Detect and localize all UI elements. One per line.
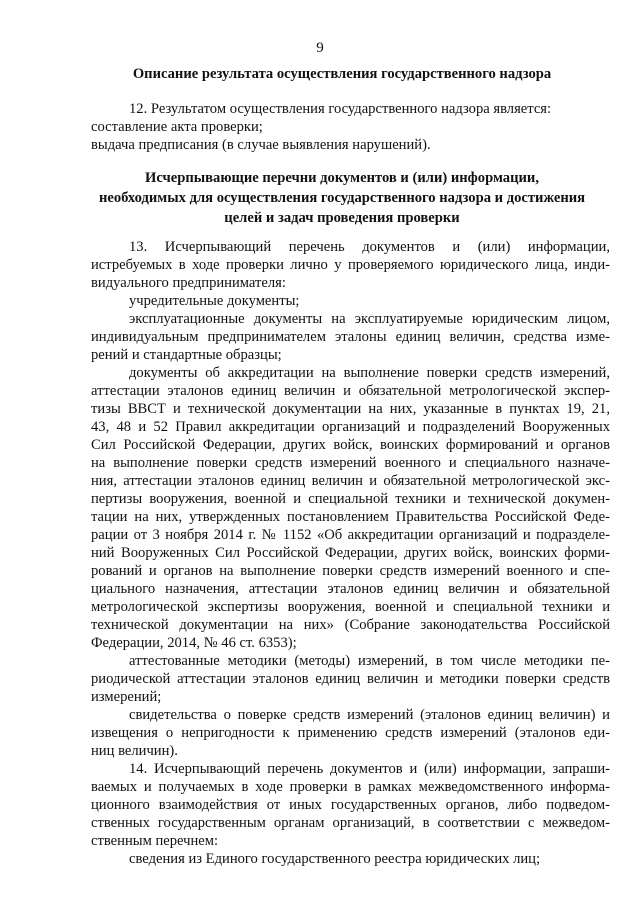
body-line: измерений; bbox=[91, 689, 162, 705]
paragraph-12-line: выдача предписания (в случае выявления нарушений). bbox=[91, 137, 431, 153]
body-line: документы об аккредитации на выполнение поверки средств измерений, bbox=[129, 365, 610, 381]
body-line: ний Вооруженных Сил Российской Федерации, других войск, воинских форми- bbox=[91, 545, 610, 561]
body-line: Федерации, 2014, № 46 ст. 6353); bbox=[91, 635, 297, 651]
body-line: аттестованные методики (методы) измерений, в том числе методики пе- bbox=[129, 653, 610, 669]
body-line: ваемых и получаемых в ходе проверки в рамках межведомственного информа- bbox=[91, 779, 610, 795]
heading-line: Исчерпывающие перечни документов и (или) информации, bbox=[145, 170, 539, 186]
body-line: эксплуатационные документы на эксплуатируемые юридическим лицом, bbox=[129, 311, 610, 327]
heading-line: целей и задач проведения проверки bbox=[224, 210, 460, 226]
body-line: метрологической экспертизы вооружения, военной и специальной техники и bbox=[91, 599, 610, 615]
body-line: технической документации на них» (Собрание законодательства Российской bbox=[91, 617, 610, 633]
body-line: рений и стандартные образцы; bbox=[91, 347, 282, 363]
body-line: ниц величин). bbox=[91, 743, 178, 759]
body-line: учредительные документы; bbox=[129, 293, 300, 309]
body-line: ственным перечнем: bbox=[91, 833, 219, 849]
body-line: на выполнение поверки средств измерений военного и специального назначе- bbox=[91, 455, 610, 471]
body-line: пертизы вооружения, военной и специальной техники и технической докумен- bbox=[91, 491, 610, 507]
page-number: 9 bbox=[316, 40, 324, 56]
body-line: Сил Российской Федерации, других войск, воинских формирований и органов bbox=[91, 437, 610, 453]
section-heading-result: Описание результата осуществления государственного надзора bbox=[132, 66, 552, 82]
body-line: сведения из Единого государственного реестра юридических лиц; bbox=[129, 851, 541, 867]
body-line: ния, аттестации эталонов единиц величин и обязательной метрологической экс- bbox=[91, 473, 610, 489]
body-line: тизы ВВСТ и технической документации на них, указанные в пунктах 19, 21, bbox=[91, 401, 610, 417]
body-line: 13. Исчерпывающий перечень документов и (или) информации, bbox=[129, 239, 610, 255]
body-line: ционного взаимодействия от иных государственных органов, либо подведом- bbox=[91, 797, 610, 813]
body-line: индивидуальным предпринимателем эталоны единиц величин, средства изме- bbox=[91, 329, 610, 345]
body-line: циального назначения, аттестации эталонов единиц величин и обязательной bbox=[91, 581, 610, 597]
body-line: рований и органов на выполнение поверки средств измерений военного и спе- bbox=[91, 563, 610, 579]
body-line: риодической аттестации эталонов единиц величин и методики поверки средств bbox=[91, 671, 610, 687]
heading-line: необходимых для осуществления государственного надзора и достижения bbox=[98, 190, 586, 206]
body-line: истребуемых в ходе проверки лично у проверяемого юридического лица, инди- bbox=[91, 257, 610, 273]
body-line: тации на них, утвержденных постановлением Правительства Российской Феде- bbox=[91, 509, 610, 525]
body-line: ственных государственным органам организаций, в соответствии с межведом- bbox=[91, 815, 610, 831]
body-line: 43, 48 и 52 Правил аккредитации организаций и подразделений Вооруженных bbox=[91, 419, 610, 435]
paragraph-12-line: 12. Результатом осуществления государственного надзора является: bbox=[129, 101, 552, 117]
body-line: аттестации эталонов единиц величин и обязательной метрологической экспер- bbox=[91, 383, 610, 399]
body-line: видуального предпринимателя: bbox=[91, 275, 286, 291]
body-line: рации от 3 ноября 2014 г. № 1152 «Об аккредитации организаций и подразделе- bbox=[91, 527, 610, 543]
body-line: свидетельства о поверке средств измерений (эталонов единиц величин) и bbox=[129, 707, 610, 723]
section-heading-documents bbox=[92, 168, 592, 228]
body-line: извещения о непригодности к применению средств измерений (эталонов еди- bbox=[91, 725, 610, 741]
paragraph-12-line: составление акта проверки; bbox=[91, 119, 263, 135]
body-line: 14. Исчерпывающий перечень документов и (или) информации, запраши- bbox=[129, 761, 610, 777]
